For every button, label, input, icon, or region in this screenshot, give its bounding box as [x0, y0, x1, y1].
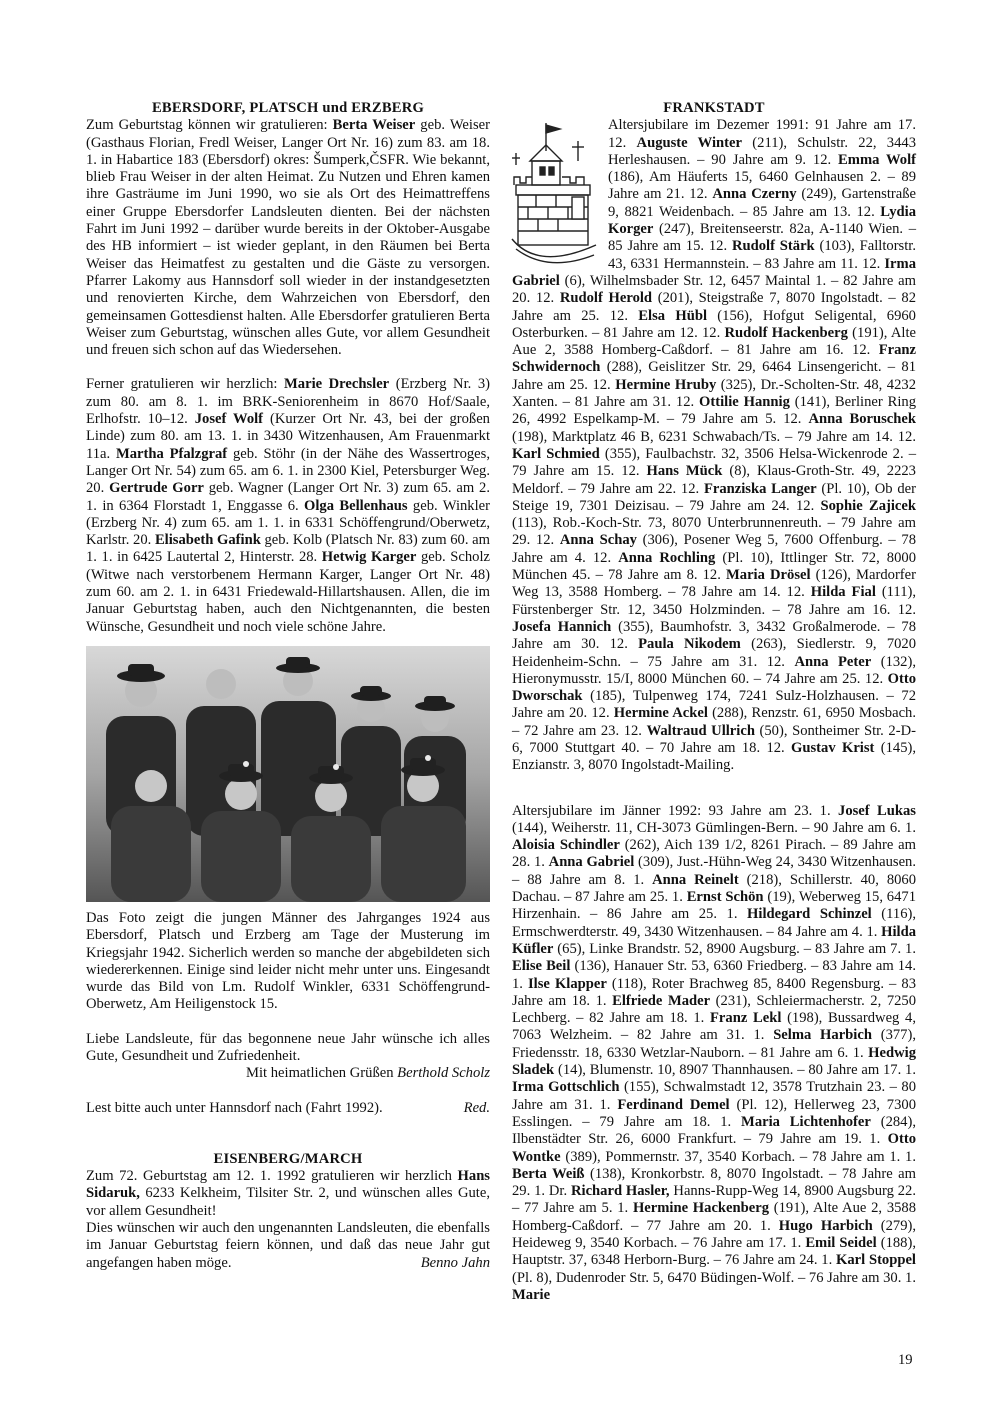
highlighted-name: Anna Reinelt: [652, 871, 739, 888]
text-segment: geb. Scholz (Witwe nach verstorbenem Hermann Karger, Langer Ort Nr. 48) zum 60. am 2. 1. in 6431 Friedewald-Hillartshausen. Allen, die im Januar Geburtstag haben, auch den Nichtgenannten, die besten Wünsche, Gesundheit und noch viele schöne Jahre.: [86, 549, 490, 635]
highlighted-name: Anna Schay: [559, 532, 637, 549]
greeting-line: [86, 1065, 490, 1082]
frankstadt-january-jubilees: [512, 803, 916, 1305]
highlighted-name: Irma Gottschlich: [512, 1079, 620, 1096]
highlighted-name: Karl Stoppel: [836, 1252, 916, 1269]
text-segment: (Pl. 12), Hellerweg 23, 7300 Esslingen. – 79 Jahre am 18. 1.: [512, 1096, 916, 1130]
text-segment: (65), Linke Brandstr. 52, 8900 Augsburg. – 83 Jahre am 7. 1.: [553, 940, 916, 957]
photo-caption: Das Foto zeigt die jungen Männer des Jahrganges 1924 aus Ebersdorf, Platsch und Erzberg am Tage der Musterung im Kriegsjahr 1942. Sicherlich werden so manche der abgebildeten sich wiedererkennen. Einige sind leider nicht mehr unter uns. Eingesandt wurde das Bild von Lm. Rudolf Winkler, 6331 Schöffengrund-Oberwetz, Am Heiligenstock 15.: [86, 909, 490, 1013]
page-number: 19: [898, 1352, 913, 1368]
text-segment: (116), Ermschwerdterstr. 49, 3430 Witzenhausen. – 84 Jahre am 4. 1.: [512, 906, 917, 940]
editor-note-text: Lest bitte auch unter Hannsdorf nach (Fahrt 1992).: [86, 1099, 383, 1116]
editor-note-sign: Red.: [463, 1099, 490, 1116]
highlighted-name: Elfriede Mader: [612, 992, 711, 1009]
highlighted-name: Elise Beil: [512, 958, 571, 975]
greeting-text: Mit heimatlichen Grüßen: [246, 1065, 398, 1082]
text-segment: (6), Wilhelmsbader Str. 12, 6457 Maintal 1. – 82 Jahre am 20. 12.: [512, 272, 916, 307]
text-segment: (Pl. 10), Ittlinger Str. 72, 8000 München 45. – 78 Jahre am 8. 12.: [512, 549, 916, 584]
text-segment: geb. Wagner (Langer Ort Nr. 3) zum 65. am 2. 1. in 6364 Florstadt 1, Enggasse 6.: [86, 480, 491, 514]
highlighted-name: Anna Czerny: [712, 186, 797, 203]
text-segment: (284), Ilbenstädter Str. 26, 6000 Frankfurt. – 79 Jahre am 19. 1.: [512, 1113, 916, 1148]
text-segment: (118), Roter Brachweg 85, 8400 Regensburg. – 83 Jahre am 18. 1.: [512, 975, 916, 1009]
text-segment: (Erzberg Nr. 3) zum 80. am 8. 1. im BRK-Seniorenheim in 8670 Hof/Saale, Erlhofstr. 10–12.: [86, 376, 491, 428]
text-segment: Zum Geburtstag können wir gratulieren:: [86, 117, 333, 134]
text-segment: (145), Enzianstr. 3, 8070 Ingolstadt-Mailing.: [512, 739, 917, 774]
highlighted-name: Richard Hasler,: [570, 1183, 670, 1200]
highlighted-name: Hedwig Sladek: [512, 1044, 916, 1079]
text-segment: (389), Pommernstr. 37, 3540 Korbach. – 78 Jahre am 1. 1.: [560, 1148, 916, 1165]
text-segment: (138), Kronkorbstr. 8, 8070 Ingolstadt. – 78 Jahre am 29. 1. Dr.: [512, 1165, 917, 1200]
highlighted-name: Anna Gabriel: [548, 854, 635, 871]
text-segment: Altersjubilare im Dezemer 1991: 91 Jahre am 17. 12.: [608, 117, 916, 151]
highlighted-name: Sophie Zajicek: [820, 497, 917, 514]
text-segment: Hanns-Rupp-Weg 14, 8900 Augsburg 22. – 77 Jahre am 5. 1.: [512, 1183, 916, 1217]
text-segment: 6233 Kelkheim, Tilsiter Str. 2, und wünschen alles Gute, vor allem Gesundheit!: [86, 1185, 490, 1219]
text-segment: (191), Alte Aue 2, 3588 Homberg-Caßdorf. – 77 Jahre am 20. 1.: [512, 1200, 917, 1234]
highlighted-name: Waltraud Ullrich: [646, 722, 755, 739]
highlighted-name: Maria Drösel: [726, 567, 811, 584]
text-segment: (186), Am Häuferts 15, 6460 Gelnhausen 2. – 89 Jahre am 21. 12.: [608, 169, 916, 203]
highlighted-name: Berta Weiß: [512, 1165, 585, 1182]
group-photo: [86, 646, 490, 902]
text-segment: (111), Fürstenberger Str. 12, 3450 Holzminden. – 78 Jahre am 16. 12.: [512, 584, 916, 618]
eisenberg-signature: Benno Jahn: [420, 1254, 490, 1271]
text-segment: (Pl. 10), Ob der Steige 19, 7301 Deizisau. – 79 Jahre am 24. 12.: [512, 480, 916, 514]
eisenberg-paragraph-1: [86, 1168, 490, 1220]
text-segment: (231), Schleiermacherstr. 2, 7250 Lechberg. – 82 Jahre am 18. 1.: [512, 992, 917, 1027]
highlighted-name: Rudolf Hackenberg: [724, 324, 848, 341]
highlighted-name: Hans Sidaruk,: [86, 1168, 490, 1202]
highlighted-name: Hans Mück: [646, 463, 723, 480]
highlighted-name: Hugo Harbich: [778, 1217, 873, 1234]
eisenberg-paragraph-2: [86, 1220, 490, 1272]
text-segment: (113), Rob.-Koch-Str. 73, 8070 Unterbrunnenreuth. – 79 Jahre am 29. 12.: [512, 515, 916, 549]
highlighted-name: Otto Wontke: [512, 1131, 916, 1165]
highlighted-name: Karl Schmied: [512, 445, 600, 462]
highlighted-name: Martha Pfalzgraf: [115, 445, 228, 462]
highlighted-name: Marie: [512, 1286, 551, 1303]
ebersdorf-paragraph-1: [86, 117, 490, 359]
highlighted-name: Rudolf Stärk: [731, 238, 815, 255]
text-segment: (325), Dr.-Scholten-Str. 48, 4232 Xanten. – 81 Jahre am 31. 12.: [512, 376, 916, 411]
text-segment: (141), Berliner Ring 26, 4992 Espelkamp-M. – 79 Jahre am 5. 12.: [512, 394, 917, 428]
highlighted-name: Josef Wolf: [194, 411, 264, 428]
highlighted-name: Auguste Winter: [636, 134, 742, 151]
text-segment: (14), Blumenstr. 10, 8907 Thannhausen. – 80 Jahre am 17. 1.: [554, 1062, 916, 1079]
text-segment: (50), Sontheimer Str. 2-D-6, 7000 Stuttgart 40. – 70 Jahre am 18. 12.: [512, 722, 916, 756]
group-photo-image: [86, 646, 490, 902]
highlighted-name: Hildegard Schinzel: [747, 906, 872, 923]
text-segment: (132), Hieronymusstr. 15/I, 8000 München 60. – 74 Jahre am 25. 12.: [512, 653, 916, 687]
highlighted-name: Olga Bellenhaus: [304, 497, 408, 514]
highlighted-name: Marie Drechsler: [284, 376, 390, 393]
text-segment: (288), Geislitzer Str. 29, 6464 Linsengericht. – 81 Jahre am 25. 12.: [512, 359, 916, 393]
text-segment: (Pl. 8), Dudenroder Str. 5, 6470 Büdingen-Wolf. – 76 Jahre am 30. 1.: [512, 1269, 916, 1286]
text-segment: geb. Weiser (Gasthaus Florian, Fredl Weiser, Langer Ort Nr. 16) zum 83. am 18. 1. in Habartice 183 (Ebersdorf) okres: Šumperk,ČSFR. Wie bekannt, blieb Frau Weiser in der alten Heimat. Zu Nutzen und Ehren kamen ihre Gasträume im Juni 1990, wo sie als Ort des Heimattreffens einer Gruppe Ebersdorfer Landsleuten dienten. Bei der nächsten Fahrt im Juni 1992 – darüber wurde bereits in der Oktober-Ausgabe des HB informiert – ist wieder geplant, in den Räumen bei Berta Weiser das Heimatfest zu gestalten und die Gäste zu versorgen. Pfarrer Lakomy aus Hannsdorf soll wieder in der instandgesetzten und renovierten Kirche, dem Wahrzeichen von Ebersdorf, den gemeinsamen Gottesdienst halten. Alle Ebersdorfer gratulieren Berta Weiser zum Geburtstag, wünschen alles Gute, vor allem Gesundheit und freuen sich schon auf das Wiedersehen.: [86, 117, 490, 359]
text-segment: geb. Kolb (Platsch Nr. 83) zum 60. am 1. 1. in 6425 Lautertal 2, Hinterstr. 28.: [86, 532, 490, 566]
highlighted-name: Hermine Ackel: [613, 705, 708, 722]
ebersdorf-paragraph-2: [86, 376, 490, 635]
text-segment: (262), Aich 139 1/2, 8261 Pirach. – 89 Jahre am 28. 1.: [512, 837, 916, 871]
text-segment: Ferner gratulieren wir herzlich:: [86, 376, 285, 393]
highlighted-name: Hetwig Karger: [321, 549, 417, 566]
right-column: [512, 100, 916, 1304]
text-segment: (198), Marktplatz 46 B, 6231 Schwabach/Ts. – 79 Jahre am 14. 12.: [512, 428, 916, 445]
new-year-wishes: Liebe Landsleute, für das begonnene neue Jahr wünsche ich alles Gute, Gesundheit und Zufriedenheit.: [86, 1030, 490, 1064]
highlighted-name: Ernst Schön: [686, 889, 764, 906]
text-segment: (Kurzer Ort Nr. 43, bei der großen Linde) zum 80. am 13. 1. in 3430 Witzenhausen, Am Frauenmarkt 11a.: [86, 411, 490, 462]
highlighted-name: Irma Gabriel: [512, 255, 916, 289]
highlighted-name: Franz Lekl: [710, 1010, 782, 1027]
text-segment: (355), Faulbachstr. 32, 3506 Helsa-Wickenrode 2. – 79 Jahre am 15. 12.: [512, 445, 916, 480]
editor-note: [86, 1100, 490, 1117]
highlighted-name: Emil Seidel: [805, 1235, 877, 1251]
text-segment: (201), Steigstraße 7, 8070 Ingolstadt. – 82 Jahre am 25. 12.: [512, 290, 916, 324]
frankstadt-crest-icon: [508, 121, 602, 271]
text-segment: Zum 72. Geburtstag am 12. 1. 1992 gratulieren wir herzlich: [86, 1168, 458, 1185]
text-segment: (191), Alte Aue 2, 3588 Homberg-Caßdorf. – 81 Jahre am 16. 12.: [512, 324, 916, 359]
text-segment: (218), Schillerstr. 40, 8060 Dachau. – 87 Jahre am 25. 1.: [512, 871, 917, 906]
text-segment: (247), Breitenseerstr. 82a, A-1140 Wien. – 85 Jahre am 15. 12.: [608, 221, 916, 255]
text-segment: (144), Weiherstr. 11, CH-3073 Gümlingen-Bern. – 90 Jahre am 6. 1.: [512, 819, 916, 836]
text-segment: (8), Klaus-Groth-Str. 49, 2223 Meldorf. – 79 Jahre am 22. 12.: [512, 463, 916, 497]
highlighted-name: Josef Lukas: [838, 802, 916, 819]
text-segment: (211), Schulstr. 22, 3443 Herleshausen. – 90 Jahre am 9. 12.: [608, 134, 916, 168]
left-column: [86, 100, 490, 1272]
text-segment: (156), Hofgut Seligental, 6960 Osterburken. – 81 Jahre am 12. 12.: [512, 307, 916, 341]
text-segment: geb. Stöhr (in der Nähe des Wassertroges, Langer Ort Nr. 54) zum 65. am 6. 1. in 2300 Kiel, Petersburger Weg. 20.: [86, 445, 490, 497]
highlighted-name: Aloisia Schindler: [512, 837, 620, 854]
text-segment: (377), Friedensstr. 18, 6330 Wetzlar-Nauborn. – 81 Jahre am 6. 1.: [512, 1027, 916, 1061]
highlighted-name: Gertrude Gorr: [109, 480, 204, 497]
highlighted-name: Emma Wolf: [838, 151, 916, 168]
text-segment: (355), Baumhofstr. 3, 3432 Großalmerode. – 78 Jahre am 30. 12.: [512, 618, 916, 653]
eisenberg-paragraph-2-text: Dies wünschen wir auch den ungenannten Landsleuten, die ebenfalls im Januar Geburtstag feiern können, und daß das neue Jahr gut angefangen haben möge.: [86, 1220, 490, 1271]
highlighted-name: Franziska Langer: [703, 480, 817, 497]
highlighted-name: Josefa Hannich: [512, 618, 612, 635]
text-segment: (249), Gartenstraße 9, 8821 Weidenbach. – 85 Jahre am 13. 12.: [608, 186, 917, 220]
section-heading-frankstadt: FRANKSTADT: [663, 100, 765, 116]
highlighted-name: Elisabeth Gafink: [154, 532, 261, 549]
text-segment: Altersjubilare im Jänner 1992: 93 Jahre am 23. 1.: [512, 802, 839, 819]
highlighted-name: Hilda Küfler: [512, 923, 916, 957]
highlighted-name: Hilda Fial: [810, 584, 876, 601]
text-segment: (188), Hauptstr. 37, 6348 Herborn-Burg. – 76 Jahre am 24. 1.: [512, 1235, 916, 1269]
highlighted-name: Hermine Hruby: [615, 376, 717, 393]
greeting-signature: Berthold Scholz: [397, 1065, 490, 1082]
text-segment: (155), Schwalmstadt 12, 3578 Trutzhain 23. – 80 Jahre am 31. 1.: [512, 1079, 916, 1113]
text-segment: (185), Tulpenweg 174, 7241 Sulz-Holzhausen. – 72 Jahre am 20. 12.: [512, 688, 916, 722]
highlighted-name: Lydia Korger: [608, 203, 916, 238]
text-segment: (288), Renzstr. 61, 6950 Mosbach. – 72 Jahre am 23. 12.: [512, 705, 916, 739]
text-segment: (198), Bussardweg 4, 7063 Welzheim. – 82 Jahre am 31. 1.: [512, 1010, 916, 1044]
highlighted-name: Rudolf Herold: [559, 290, 653, 307]
section-heading-eisenberg: EISENBERG/MARCH: [213, 1150, 363, 1167]
text-segment: geb. Winkler (Erzberg Nr. 4) zum 65. am 1. 1. in 6331 Schöffengrund/Oberwetz, Karlstr. 20.: [86, 497, 490, 549]
text-segment: (19), Weberweg 15, 6471 Hirzenhain. – 86 Jahre am 25. 1.: [512, 889, 916, 923]
text-segment: (263), Siedlerstr. 9, 7020 Heidenheim-Schn. – 75 Jahre am 31. 12.: [512, 636, 917, 670]
highlighted-name: Paula Nikodem: [638, 636, 741, 653]
highlighted-name: Ferdinand Demel: [617, 1096, 730, 1113]
highlighted-name: Selma Harbich: [773, 1027, 872, 1044]
highlighted-name: Franz Schwidernoch: [512, 342, 916, 376]
highlighted-name: Anna Peter: [794, 653, 872, 670]
highlighted-name: Anna Boruschek: [808, 411, 916, 428]
highlighted-name: Gustav Krist: [791, 739, 875, 756]
highlighted-name: Ottilie Hannig: [699, 394, 790, 411]
text-segment: (306), Posener Weg 5, 7600 Offenburg. – 78 Jahre am 4. 12.: [512, 532, 916, 566]
text-segment: (309), Just.-Hühn-Weg 24, 3430 Witzenhausen. – 88 Jahre am 8. 1.: [512, 854, 917, 888]
highlighted-name: Maria Lichtenhofer: [741, 1113, 871, 1130]
highlighted-name: Ilse Klapper: [528, 975, 607, 992]
section-heading-ebersdorf: EBERSDORF, PLATSCH und ERZBERG: [151, 100, 424, 116]
text-segment: (103), Falltorstr. 43, 6331 Hermannstein. – 83 Jahre am 11. 12.: [608, 238, 916, 272]
highlighted-name: Otto Dworschak: [512, 670, 916, 705]
highlighted-name: Anna Rochling: [618, 549, 716, 566]
highlighted-name: Elsa Hübl: [638, 307, 707, 324]
text-segment: (136), Hanauer Str. 53, 6360 Friedberg. – 83 Jahre am 14. 1.: [512, 958, 916, 992]
text-segment: (279), Heideweg 9, 3540 Korbach. – 76 Jahre am 17. 1.: [512, 1217, 916, 1251]
text-segment: (126), Mardorfer Weg 13, 3588 Homberg. – 78 Jahre am 14. 12.: [512, 567, 917, 601]
highlighted-name: Berta Weiser: [332, 117, 416, 134]
highlighted-name: Hermine Hackenberg: [632, 1200, 770, 1217]
